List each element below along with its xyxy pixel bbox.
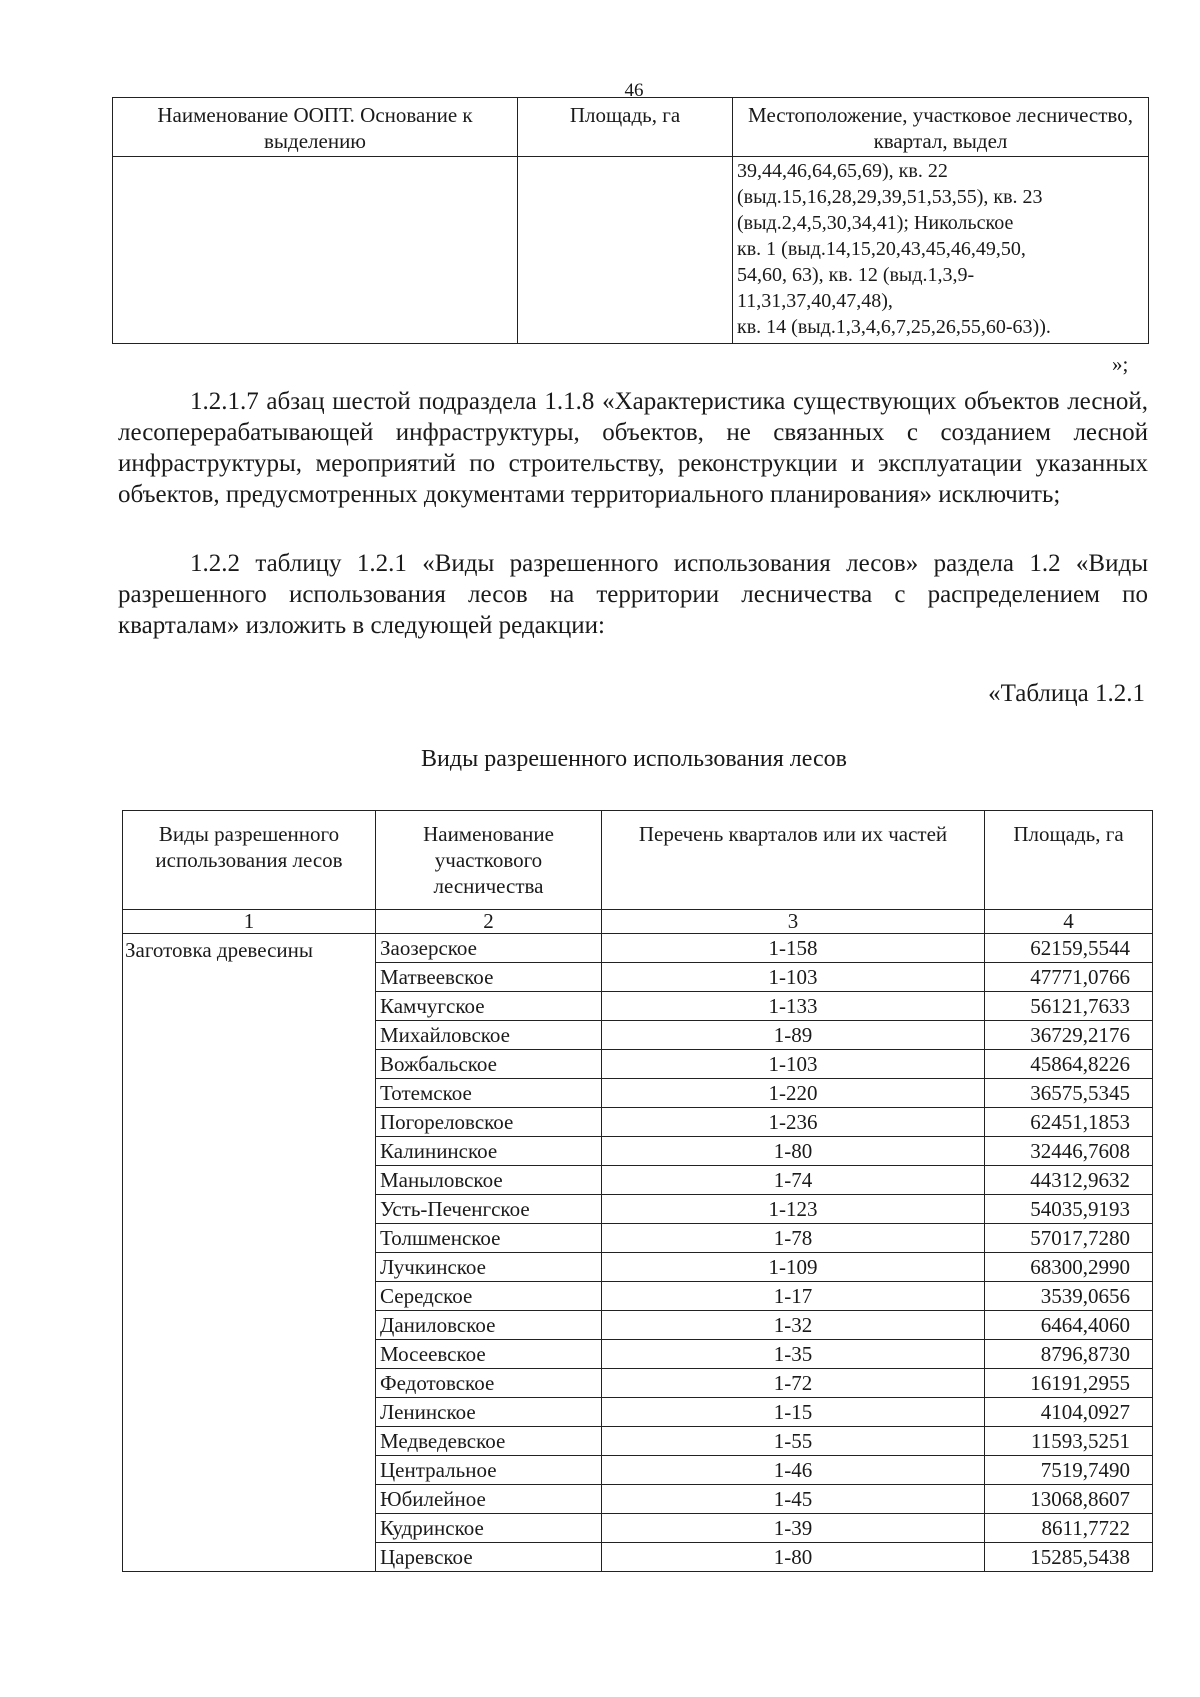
quarters-cell: 1-74 [602,1166,985,1195]
forestry-name-cell: Середское [376,1282,602,1311]
header-quarters: Перечень кварталов или их частей [602,811,985,910]
quarters-cell: 1-220 [602,1079,985,1108]
quarters-cell: 1-103 [602,1050,985,1079]
area-cell: 8796,8730 [985,1340,1153,1369]
area-cell: 7519,7490 [985,1456,1153,1485]
area-cell: 4104,0927 [985,1398,1153,1427]
quarters-cell: 1-158 [602,934,985,963]
forestry-name-cell: Царевское [376,1543,602,1572]
quarters-cell: 1-123 [602,1195,985,1224]
quarters-cell: 1-17 [602,1282,985,1311]
area-cell: 36729,2176 [985,1021,1153,1050]
area-cell: 8611,7722 [985,1514,1153,1543]
area-cell: 11593,5251 [985,1427,1153,1456]
column-numbers-row [123,910,1153,934]
column-number: 2 [376,910,602,934]
area-cell: 57017,7280 [985,1224,1153,1253]
oopt-table-header [113,98,1149,157]
forestry-name-cell: Тотемское [376,1079,602,1108]
header-forestry-name: Наименование участкового лесничества [376,811,602,910]
column-number: 1 [123,910,376,934]
quarters-cell: 1-109 [602,1253,985,1282]
forestry-name-cell: Вожбальское [376,1050,602,1079]
location-line: (выд.15,16,28,29,39,51,53,55), кв. 23 [737,186,1043,208]
quarters-cell: 1-72 [602,1369,985,1398]
area-cell: 56121,7633 [985,992,1153,1021]
page-number: 46 [624,80,644,101]
paragraph-1-2-2: 1.2.2 таблицу 1.2.1 «Виды разрешенного использования лесов» раздела 1.2 «Виды разрешенного использования лесов на территории лесничества с распределением по кварталам» изложить в следующей редакции: [118,550,1148,639]
quarters-cell: 1-32 [602,1311,985,1340]
area-cell: 62451,1853 [985,1108,1153,1137]
quarters-cell: 1-89 [602,1021,985,1050]
column-number: 4 [985,910,1153,934]
oopt-cell-name [113,157,518,344]
forestry-name-cell: Усть-Печенгское [376,1195,602,1224]
area-cell: 6464,4060 [985,1311,1153,1340]
area-cell: 45864,8226 [985,1050,1153,1079]
closing-quote: »; [1112,352,1129,376]
forestry-name-cell: Михайловское [376,1021,602,1050]
main-table-header [123,811,1153,910]
area-cell: 36575,5345 [985,1079,1153,1108]
location-line: 11,31,37,40,47,48), [737,290,893,312]
quarters-cell: 1-103 [602,963,985,992]
area-cell: 3539,0656 [985,1282,1153,1311]
forestry-name-cell: Матвеевское [376,963,602,992]
area-cell: 44312,9632 [985,1166,1153,1195]
forestry-name-cell: Медведевское [376,1427,602,1456]
quarters-cell: 1-80 [602,1543,985,1572]
quarters-cell: 1-46 [602,1456,985,1485]
forestry-name-cell: Ленинское [376,1398,602,1427]
quarters-cell: 1-35 [602,1340,985,1369]
quarters-cell: 1-15 [602,1398,985,1427]
oopt-header-location: Местоположение, участковое лесничество, квартал, выдел [733,98,1149,157]
forestry-name-cell: Толшменское [376,1224,602,1253]
location-line: 54,60, 63), кв. 12 (выд.1,3,9- [737,264,975,286]
forestry-name-cell: Кудринское [376,1514,602,1543]
forestry-name-cell: Камчугское [376,992,602,1021]
area-cell: 16191,2955 [985,1369,1153,1398]
oopt-cell-area [518,157,733,344]
oopt-header-area: Площадь, га [518,98,733,157]
paragraph-1-2-1-7: 1.2.1.7 абзац шестой подраздела 1.1.8 «Характеристика существующих объектов лесной, лесоперерабатывающей инфраструктуры, объектов, не связанных с созданием лесной инфраструктуры, мероприятий по строительству, реконструкции и эксплуатации указанных объектов, предусмотренных документами территориального планирования» исключить; [118,388,1148,508]
forestry-name-cell: Погореловское [376,1108,602,1137]
quarters-cell: 1-39 [602,1514,985,1543]
area-cell: 13068,8607 [985,1485,1153,1514]
oopt-cell-location [733,157,1149,344]
use-kind-cell: Заготовка древесины [123,934,376,1572]
oopt-table [112,97,1149,344]
area-cell: 47771,0766 [985,963,1153,992]
location-line: кв. 1 (выд.14,15,20,43,45,46,49,50, [737,238,1026,260]
area-cell: 15285,5438 [985,1543,1153,1572]
quarters-cell: 1-78 [602,1224,985,1253]
table-row [123,934,1153,963]
quarters-cell: 1-236 [602,1108,985,1137]
quarters-cell: 1-133 [602,992,985,1021]
area-cell: 54035,9193 [985,1195,1153,1224]
oopt-header-name: Наименование ООПТ. Основание к выделению [113,98,518,157]
quarters-cell: 1-80 [602,1137,985,1166]
location-line: 39,44,46,64,65,69), кв. 22 [737,160,948,182]
forestry-name-cell: Юбилейное [376,1485,602,1514]
forestry-name-cell: Федотовское [376,1369,602,1398]
forestry-name-cell: Даниловское [376,1311,602,1340]
forestry-name-cell: Лучкинское [376,1253,602,1282]
table-label: «Таблица 1.2.1 [988,680,1145,707]
area-cell: 32446,7608 [985,1137,1153,1166]
location-line: (выд.2,4,5,30,34,41); Никольское [737,212,1014,234]
oopt-table-row [113,157,1149,344]
location-line: кв. 14 (выд.1,3,4,6,7,25,26,55,60-63)). [737,316,1051,338]
quarters-cell: 1-55 [602,1427,985,1456]
forestry-name-cell: Мосеевское [376,1340,602,1369]
column-number: 3 [602,910,985,934]
forestry-name-cell: Маныловское [376,1166,602,1195]
area-cell: 68300,2990 [985,1253,1153,1282]
quarters-cell: 1-45 [602,1485,985,1514]
forestry-name-cell: Калининское [376,1137,602,1166]
header-use-kind: Виды разрешенного использования лесов [123,811,376,910]
forestry-name-cell: Заозерское [376,934,602,963]
table-title: Виды разрешенного использования лесов [421,746,847,772]
permitted-use-table [122,810,1153,1572]
header-area: Площадь, га [985,811,1153,910]
forestry-name-cell: Центральное [376,1456,602,1485]
area-cell: 62159,5544 [985,934,1153,963]
